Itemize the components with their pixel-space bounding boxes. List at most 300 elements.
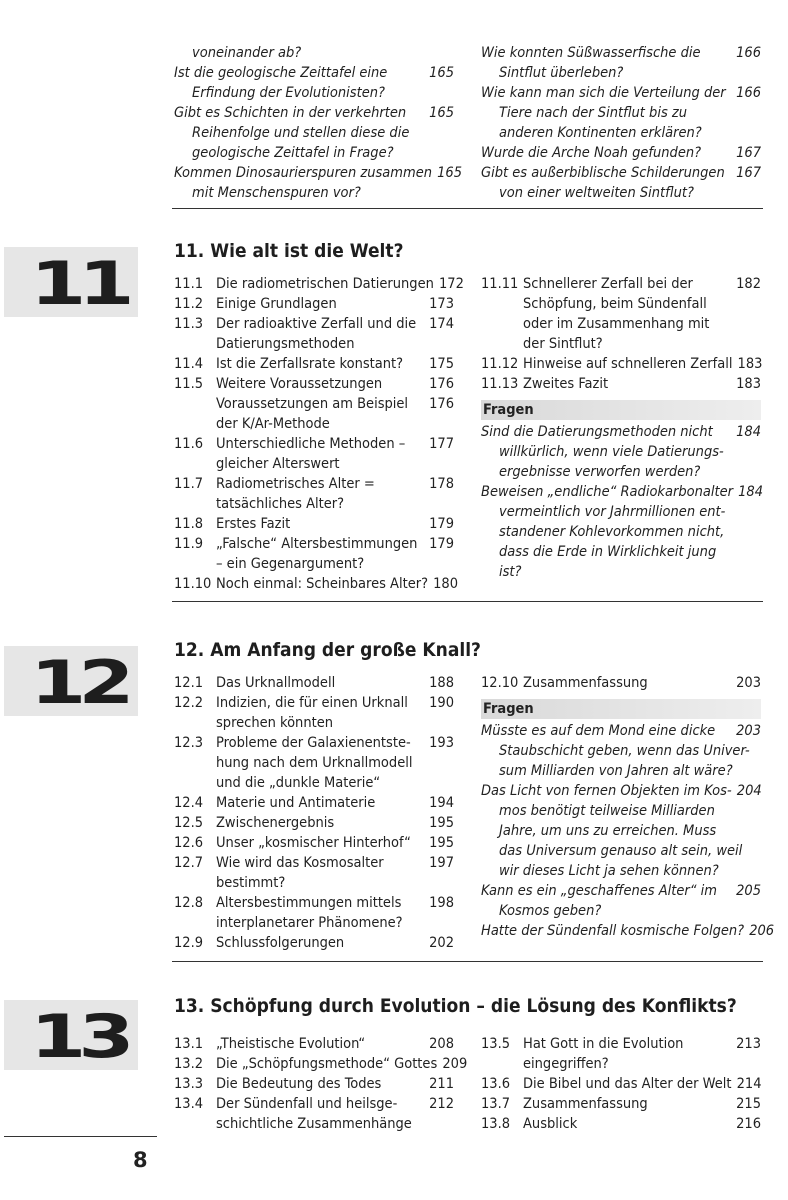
question-page	[424, 183, 454, 203]
chapter-12-questions	[481, 721, 775, 941]
entry-page: 190	[429, 695, 454, 711]
entry-number: 12.2	[174, 695, 204, 711]
entry-number: 11.4	[174, 356, 204, 372]
entry-page: 188	[429, 675, 454, 691]
entry-number: 11.1	[174, 276, 204, 292]
entry-title: der K/Ar-Methode	[216, 416, 330, 432]
chapter-13-title: 13. Schöpfung durch Evolution – die Lösung des Konflikts?	[174, 995, 737, 1017]
chapter-11-divider	[172, 601, 763, 602]
question-line	[481, 83, 761, 103]
question-line	[481, 801, 761, 821]
top-divider	[172, 208, 763, 209]
question-page	[731, 861, 761, 881]
question-text: mit Menschenspuren vor?	[192, 185, 361, 201]
entry-number	[174, 414, 216, 434]
entry-title: Einige Grundlagen	[216, 296, 337, 312]
toc-entry	[174, 1114, 454, 1134]
question-text: dass die Erde in Wirklichkeit jung	[499, 544, 717, 560]
entry-title: Materie und Antimaterie	[216, 795, 376, 811]
entry-number: 11.2	[174, 296, 204, 312]
entry-number: 12.9	[174, 935, 204, 951]
toc-entry	[174, 474, 454, 494]
entry-page: 175	[429, 356, 454, 372]
entry-title: Erstes Fazit	[216, 516, 291, 532]
question-page	[731, 562, 761, 582]
entry-number: 11.5	[174, 376, 204, 392]
question-line	[481, 921, 775, 941]
entry-title: Die Bibel und das Alter der Welt	[523, 1076, 732, 1092]
toc-entry	[174, 274, 464, 294]
question-line	[481, 721, 761, 741]
entry-number: 13.4	[174, 1096, 204, 1112]
entry-number: 12.10	[481, 675, 519, 691]
question-line	[481, 781, 761, 801]
entry-page: 179	[429, 536, 454, 552]
entry-page	[424, 773, 454, 793]
toc-entry	[174, 893, 454, 913]
entry-title: Hinweise auf schnelleren Zerfall	[523, 356, 733, 372]
question-text: Das Licht von fernen Objekten im Kos-	[481, 783, 732, 799]
toc-entry	[174, 933, 454, 953]
question-page	[731, 542, 761, 562]
entry-number	[481, 334, 523, 354]
question-text: das Universum genauso alt sein, weil	[499, 843, 743, 859]
entry-number: 11.8	[174, 516, 204, 532]
entry-number: 12.8	[174, 895, 204, 911]
entry-page: 215	[736, 1096, 761, 1112]
chapter-13-badge	[4, 1000, 138, 1070]
entry-number: 12.6	[174, 835, 204, 851]
entry-page: 197	[429, 855, 454, 871]
question-page	[731, 103, 761, 123]
chapter-11-title: 11. Wie alt ist die Welt?	[174, 240, 404, 262]
toc-entry	[174, 1054, 468, 1074]
entry-title: hung nach dem Urknallmodell	[216, 755, 413, 771]
question-line	[481, 462, 761, 482]
entry-title: Die Bedeutung des Todes	[216, 1076, 382, 1092]
entry-page	[424, 334, 454, 354]
question-text: Staubschicht geben, wenn das Univer-	[499, 743, 750, 759]
question-line	[481, 43, 761, 63]
toc-entry	[174, 913, 454, 933]
entry-page	[424, 753, 454, 773]
question-page	[731, 901, 761, 921]
toc-entry	[174, 394, 454, 414]
question-line	[481, 482, 761, 502]
entry-page	[424, 454, 454, 474]
chapter-11-right-column	[481, 274, 761, 582]
entry-title: Das Urknallmodell	[216, 675, 336, 691]
toc-entry	[481, 1094, 761, 1114]
question-page: 166	[736, 85, 761, 101]
question-text: Kommen Dinosaurierspuren zusammen	[174, 165, 432, 181]
question-page	[424, 43, 454, 63]
entry-title: bestimmt?	[216, 875, 286, 891]
toc-entry	[174, 873, 454, 893]
entry-number: 11.10	[174, 576, 212, 592]
entry-title: Unterschiedliche Methoden –	[216, 436, 406, 452]
entry-title: Die „Schöpfungsmethode“ Gottes	[216, 1056, 438, 1072]
toc-entry	[174, 793, 454, 813]
question-text: Kosmos geben?	[499, 903, 602, 919]
question-page: 184	[736, 424, 761, 440]
entry-title: Datierungsmethoden	[216, 336, 355, 352]
chapter-12-badge	[4, 646, 138, 716]
entry-title: Der radioaktive Zerfall und die	[216, 316, 417, 332]
entry-page	[731, 334, 761, 354]
entry-page: 198	[429, 895, 454, 911]
entry-number	[174, 394, 216, 414]
toc-entry	[174, 454, 454, 474]
question-text: ist?	[499, 564, 522, 580]
toc-entry	[174, 1074, 454, 1094]
entry-page: 182	[736, 276, 761, 292]
toc-entry	[174, 294, 454, 314]
entry-number: 13.7	[481, 1096, 511, 1112]
entry-page: 194	[429, 795, 454, 811]
entry-title: tatsächliches Alter?	[216, 496, 345, 512]
entry-number: 12.4	[174, 795, 204, 811]
entry-title: Ausblick	[523, 1116, 578, 1132]
toc-entry	[481, 354, 761, 374]
entry-page: 176	[429, 396, 454, 412]
entry-page: 195	[429, 815, 454, 831]
toc-entry	[174, 554, 454, 574]
question-text: Wurde die Arche Noah gefunden?	[481, 145, 702, 161]
question-page	[424, 143, 454, 163]
top-questions-right	[481, 43, 761, 203]
entry-page: 203	[736, 675, 761, 691]
question-text: Beweisen „endliche“ Radiokarbonalter	[481, 484, 733, 500]
question-text: Gibt es außerbiblische Schilderungen	[481, 165, 725, 181]
entry-number	[174, 773, 216, 793]
entry-number	[481, 294, 523, 314]
entry-page	[424, 494, 454, 514]
question-text: Reihenfolge und stellen diese die	[192, 125, 410, 141]
entry-number: 11.12	[481, 356, 519, 372]
question-page	[731, 522, 761, 542]
entry-page: 183	[736, 376, 761, 392]
entry-number	[481, 1054, 523, 1074]
toc-entry	[174, 673, 454, 693]
page-number: 8	[133, 1148, 148, 1172]
entry-number: 11.9	[174, 536, 204, 552]
entry-number	[481, 314, 523, 334]
toc-entry	[481, 1114, 761, 1134]
entry-page: 202	[429, 935, 454, 951]
question-page	[731, 123, 761, 143]
entry-number: 11.7	[174, 476, 204, 492]
entry-title: Indizien, die für einen Urknall	[216, 695, 408, 711]
question-page: 165	[429, 105, 454, 121]
entry-title: gleicher Alterswert	[216, 456, 340, 472]
question-page	[750, 741, 780, 761]
entry-number: 12.3	[174, 735, 204, 751]
question-text: von einer weltweiten Sintflut?	[499, 185, 694, 201]
question-page: 206	[749, 923, 775, 939]
toc-entry	[174, 693, 454, 713]
question-page: 184	[738, 484, 763, 500]
entry-title: Zweites Fazit	[523, 376, 609, 392]
question-page: 166	[736, 45, 761, 61]
question-page	[731, 502, 761, 522]
toc-entry	[174, 354, 454, 374]
chapter-13-number: 13	[30, 1002, 127, 1072]
toc-entry	[174, 314, 454, 334]
question-page	[731, 462, 761, 482]
question-line	[174, 103, 454, 123]
question-page: 167	[736, 145, 761, 161]
question-text: geologische Zeittafel in Frage?	[192, 145, 394, 161]
entry-number: 13.5	[481, 1036, 511, 1052]
entry-page: 195	[429, 835, 454, 851]
entry-title: Weitere Voraussetzungen	[216, 376, 383, 392]
entry-page: 178	[429, 476, 454, 492]
chapter-12-entries-left	[174, 673, 454, 953]
toc-entry	[481, 1074, 761, 1094]
chapter-12-divider	[172, 961, 763, 962]
question-page: 167	[736, 165, 761, 181]
entry-page	[424, 713, 454, 733]
entry-page: 174	[429, 316, 454, 332]
entry-number	[174, 713, 216, 733]
entry-number	[174, 1114, 216, 1134]
entry-page: 177	[429, 436, 454, 452]
toc-entry	[481, 274, 761, 294]
entry-page	[424, 414, 454, 434]
toc-entry	[481, 294, 761, 314]
toc-entry	[174, 514, 454, 534]
entry-page: 208	[429, 1036, 454, 1052]
entry-page: 216	[736, 1116, 761, 1132]
chapter-13-entries-right	[481, 1034, 761, 1134]
entry-title: Wie wird das Kosmosalter	[216, 855, 384, 871]
question-line	[481, 103, 761, 123]
entry-page: 183	[737, 356, 763, 372]
entry-number: 13.3	[174, 1076, 204, 1092]
toc-entry	[174, 494, 454, 514]
chapter-13-entries-left	[174, 1034, 468, 1134]
toc-entry	[174, 334, 454, 354]
entry-number: 11.11	[481, 276, 519, 292]
entry-page: 180	[433, 576, 459, 592]
toc-entry	[481, 673, 761, 693]
question-text: Ist die geologische Zeittafel eine	[174, 65, 388, 81]
toc-entry	[174, 713, 454, 733]
entry-title: Unser „kosmischer Hinterhof“	[216, 835, 411, 851]
entry-title: oder im Zusammenhang mit	[523, 316, 710, 332]
entry-title: Schnellerer Zerfall bei der	[523, 276, 693, 292]
entry-title: und die „dunkle Materie“	[216, 775, 381, 791]
question-text: sum Milliarden von Jahren alt wäre?	[499, 763, 733, 779]
question-text: vermeintlich vor Jahrmillionen ent-	[499, 504, 726, 520]
toc-entry	[174, 374, 454, 394]
chapter-11-number: 11	[30, 249, 127, 319]
entry-number: 11.13	[481, 376, 519, 392]
question-line	[174, 63, 454, 83]
entry-number	[174, 334, 216, 354]
entry-number: 13.8	[481, 1116, 511, 1132]
entry-page: 172	[438, 276, 464, 292]
entry-title: Probleme der Galaxienentste-	[216, 735, 411, 751]
top-questions-left	[174, 43, 462, 203]
question-page: 165	[437, 165, 462, 181]
chapter-11-entries-left	[174, 274, 464, 594]
toc-entry	[481, 334, 761, 354]
entry-page: 211	[429, 1076, 454, 1092]
question-text: standener Kohlevorkommen nicht,	[499, 524, 725, 540]
entry-number: 12.7	[174, 855, 204, 871]
entry-title: Hat Gott in die Evolution	[523, 1036, 684, 1052]
entry-number	[174, 753, 216, 773]
entry-number: 11.3	[174, 316, 204, 332]
question-line	[174, 123, 454, 143]
entry-page: 176	[429, 376, 454, 392]
chapter-12-title: 12. Am Anfang der große Knall?	[174, 639, 481, 661]
question-line	[481, 422, 761, 442]
entry-number	[174, 873, 216, 893]
toc-entry	[481, 1054, 761, 1074]
toc-entry	[481, 374, 761, 394]
entry-number	[174, 554, 216, 574]
question-page	[742, 841, 772, 861]
question-line	[481, 63, 761, 83]
question-line	[174, 83, 454, 103]
toc-entry	[174, 733, 454, 753]
question-line	[481, 183, 761, 203]
question-text: Hatte der Sündenfall kosmische Folgen?	[481, 923, 745, 939]
question-line	[481, 861, 761, 881]
question-page	[731, 63, 761, 83]
entry-title: Voraussetzungen am Beispiel	[216, 396, 409, 412]
entry-title: Schöpfung, beim Sündenfall	[523, 296, 707, 312]
entry-page: 173	[429, 296, 454, 312]
question-text: voneinander ab?	[192, 45, 302, 61]
question-line	[481, 821, 761, 841]
toc-entry	[174, 534, 454, 554]
question-line	[481, 841, 761, 861]
entry-page: 209	[442, 1056, 468, 1072]
entry-title: Altersbestimmungen mittels	[216, 895, 402, 911]
entry-title: Ist die Zerfallsrate konstant?	[216, 356, 404, 372]
question-page	[731, 183, 761, 203]
entry-number: 13.1	[174, 1036, 204, 1052]
footer-rule	[4, 1136, 157, 1137]
entry-title: „Falsche“ Altersbestimmungen	[216, 536, 418, 552]
entry-title: Zwischenergebnis	[216, 815, 335, 831]
entry-title: interplanetarer Phänomene?	[216, 915, 403, 931]
entry-page	[424, 913, 454, 933]
entry-title: Schlussfolgerungen	[216, 935, 345, 951]
entry-title: Zusammenfassung	[523, 1096, 648, 1112]
question-line	[481, 901, 761, 921]
entry-title: Zusammenfassung	[523, 675, 648, 691]
question-text: wir dieses Licht ja sehen können?	[499, 863, 719, 879]
toc-entry	[174, 434, 454, 454]
question-line	[481, 522, 761, 542]
entry-page	[731, 1054, 761, 1074]
entry-title: Radiometrisches Alter =	[216, 476, 375, 492]
question-text: Sintflut überleben?	[499, 65, 624, 81]
toc-entry	[174, 853, 454, 873]
question-line	[481, 761, 761, 781]
chapter-11-badge	[4, 247, 138, 317]
question-text: willkürlich, wenn viele Datierungs-	[499, 444, 724, 460]
question-text: ergebnisse verworfen werden?	[499, 464, 701, 480]
chapter-12-fragen-header: Fragen	[481, 699, 761, 719]
question-page: 204	[736, 783, 762, 799]
question-page	[424, 83, 454, 103]
question-line	[481, 542, 761, 562]
entry-page: 179	[429, 516, 454, 532]
question-line	[174, 43, 454, 63]
entry-page: 193	[429, 735, 454, 751]
entry-page	[424, 554, 454, 574]
question-text: Erfindung der Evolutionisten?	[192, 85, 385, 101]
entry-title: Noch einmal: Scheinbares Alter?	[216, 576, 429, 592]
entry-title: schichtliche Zusammenhänge	[216, 1116, 412, 1132]
question-line	[174, 143, 454, 163]
question-line	[481, 502, 761, 522]
toc-entry	[481, 314, 761, 334]
toc-entry	[174, 1034, 454, 1054]
question-line	[481, 881, 761, 901]
chapter-12-number: 12	[30, 648, 127, 718]
entry-page	[424, 1114, 454, 1134]
entry-page: 214	[736, 1076, 762, 1092]
question-page	[731, 442, 761, 462]
question-text: Kann es ein „geschaffenes Alter“ im	[481, 883, 718, 899]
question-page: 165	[429, 65, 454, 81]
toc-entry	[174, 773, 454, 793]
entry-title: sprechen könnten	[216, 715, 333, 731]
chapter-12-right-column	[481, 673, 775, 941]
toc-entry	[174, 1094, 454, 1114]
chapter-11-entries-right	[481, 274, 761, 394]
question-page	[731, 821, 761, 841]
question-page	[731, 801, 761, 821]
entry-number: 11.6	[174, 436, 204, 452]
question-line	[174, 183, 454, 203]
entry-number: 12.1	[174, 675, 204, 691]
question-text: Müsste es auf dem Mond eine dicke	[481, 723, 716, 739]
question-page: 205	[736, 883, 761, 899]
chapter-11-fragen-header: Fragen	[481, 400, 761, 420]
entry-title: der Sintflut?	[523, 336, 603, 352]
chapter-11-questions	[481, 422, 761, 582]
question-line	[481, 562, 761, 582]
toc-entry	[174, 813, 454, 833]
entry-title: „Theistische Evolution“	[216, 1036, 366, 1052]
question-page	[733, 761, 763, 781]
question-page	[424, 123, 454, 143]
entry-number	[174, 913, 216, 933]
toc-entry	[481, 1034, 761, 1054]
toc-entry	[174, 574, 459, 594]
entry-number: 12.5	[174, 815, 204, 831]
entry-page	[731, 294, 761, 314]
question-text: anderen Kontinenten erklären?	[499, 125, 702, 141]
toc-entry	[174, 753, 454, 773]
entry-title: Die radiometrischen Datierungen	[216, 276, 434, 292]
question-line	[481, 143, 761, 163]
toc-entry	[174, 414, 454, 434]
question-text: Sind die Datierungsmethoden nicht	[481, 424, 713, 440]
question-text: Wie kann man sich die Verteilung der	[481, 85, 726, 101]
question-line	[481, 163, 761, 183]
toc-entry	[174, 833, 454, 853]
question-text: mos benötigt teilweise Milliarden	[499, 803, 715, 819]
